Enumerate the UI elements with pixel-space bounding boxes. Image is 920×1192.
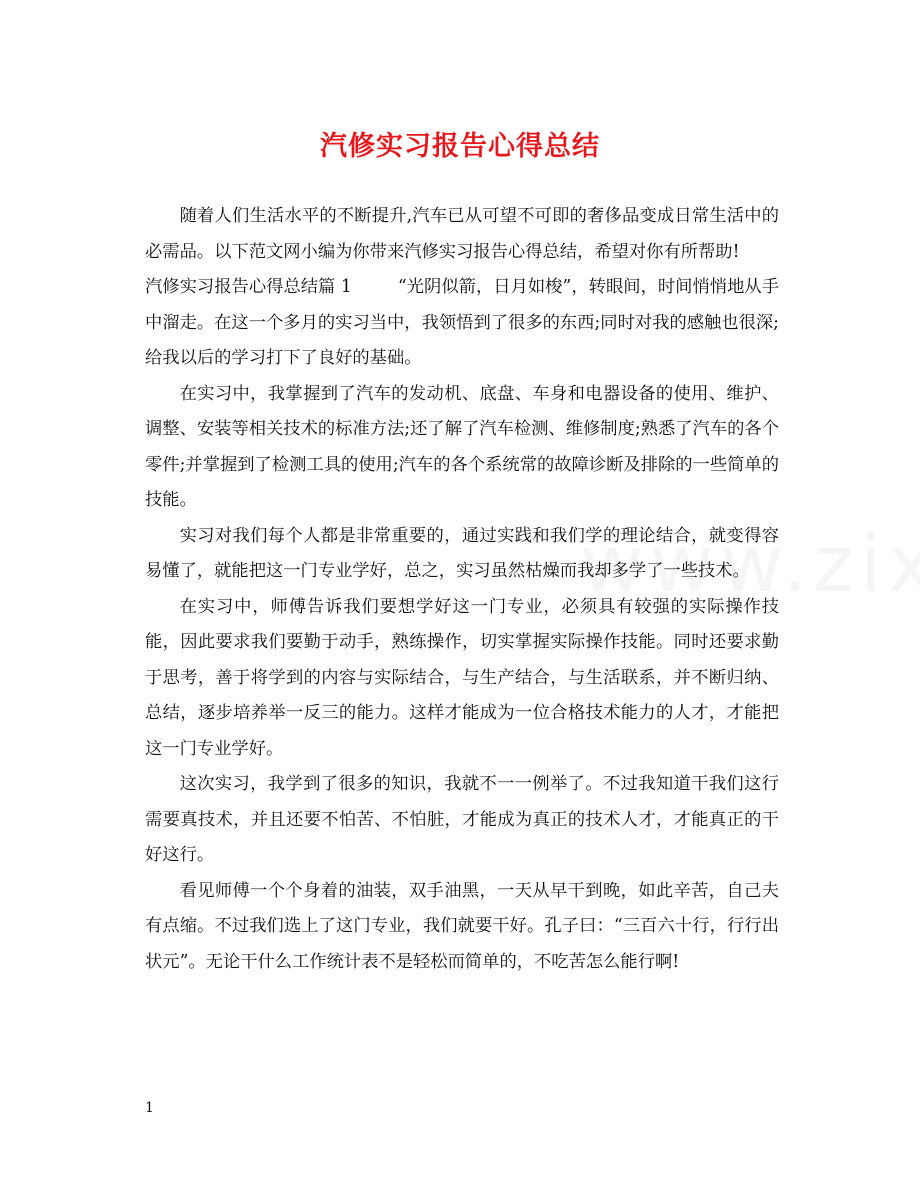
body-paragraph: 实习对我们每个人都是非常重要的，通过实践和我们学的理论结合，就变得容易懂了，就能把这一门专业学好，总之，实习虽然枯燥而我却多学了一些技术。 xyxy=(145,525,779,581)
intro-paragraph: 随着人们生活水平的不断提升,汽车已从可望不可即的奢侈品变成日常生活中的必需品。以下范文网小编为你带来汽修实习报告心得总结，希望对你有所帮助! xyxy=(145,206,779,262)
section-heading: 汽修实习报告心得总结篇 1 xyxy=(145,277,352,297)
body-paragraph: 看见师傅一个个身着的油装，双手油黑，一天从早干到晚，如此辛苦，自己夫有点缩。不过我们选上了这门专业，我们就要干好。孔子曰：“三百六十行，行行出状元”。无论干什么工作统计表不是轻松而简单的，不吃苦怎么能行啊! xyxy=(145,880,779,972)
body-paragraph: 这次实习，我学到了很多的知识，我就不一一例举了。不过我知道干我们这行需要真技术，并且还要不怕苦、不怕脏，才能成为真正的技术人才，才能真正的干好这行。 xyxy=(145,774,779,865)
document-body xyxy=(145,199,779,980)
body-paragraph: 在实习中，我掌握到了汽车的发动机、底盘、车身和电器设备的使用、维护、调整、安装等相关技术的标准方法;还了解了汽车检测、维修制度;熟悉了汽车的各个零件;并掌握到了检测工具的使用;汽车的各个系统常的故障诊断及排除的一些简单的技能。 xyxy=(145,383,779,510)
page-number: 1 xyxy=(145,1100,154,1116)
document-title: 汽修实习报告心得总结 xyxy=(320,131,600,162)
body-paragraph: 在实习中，师傅告诉我们要想学好这一门专业，必须具有较强的实际操作技能，因此要求我们要勤于动手，熟练操作，切实掌握实际操作技能。同时还要求勤于思考，善于将学到的内容与实际结合，与生产结合，与生活联系，并不断归纳、总结，逐步培养举一反三的能力。这样才能成为一位合格技术能力的人才，才能把这一门专业学好。 xyxy=(145,596,779,759)
section-first-paragraph xyxy=(145,270,779,377)
section-first-text: “光阴似箭，日月如梭”，转眼间，时间悄悄地从手中溜走。在这一个多月的实习当中，我领悟到了很多的东西;同时对我的感触也很深;给我以后的学习打下了良好的基础。 xyxy=(145,277,779,368)
